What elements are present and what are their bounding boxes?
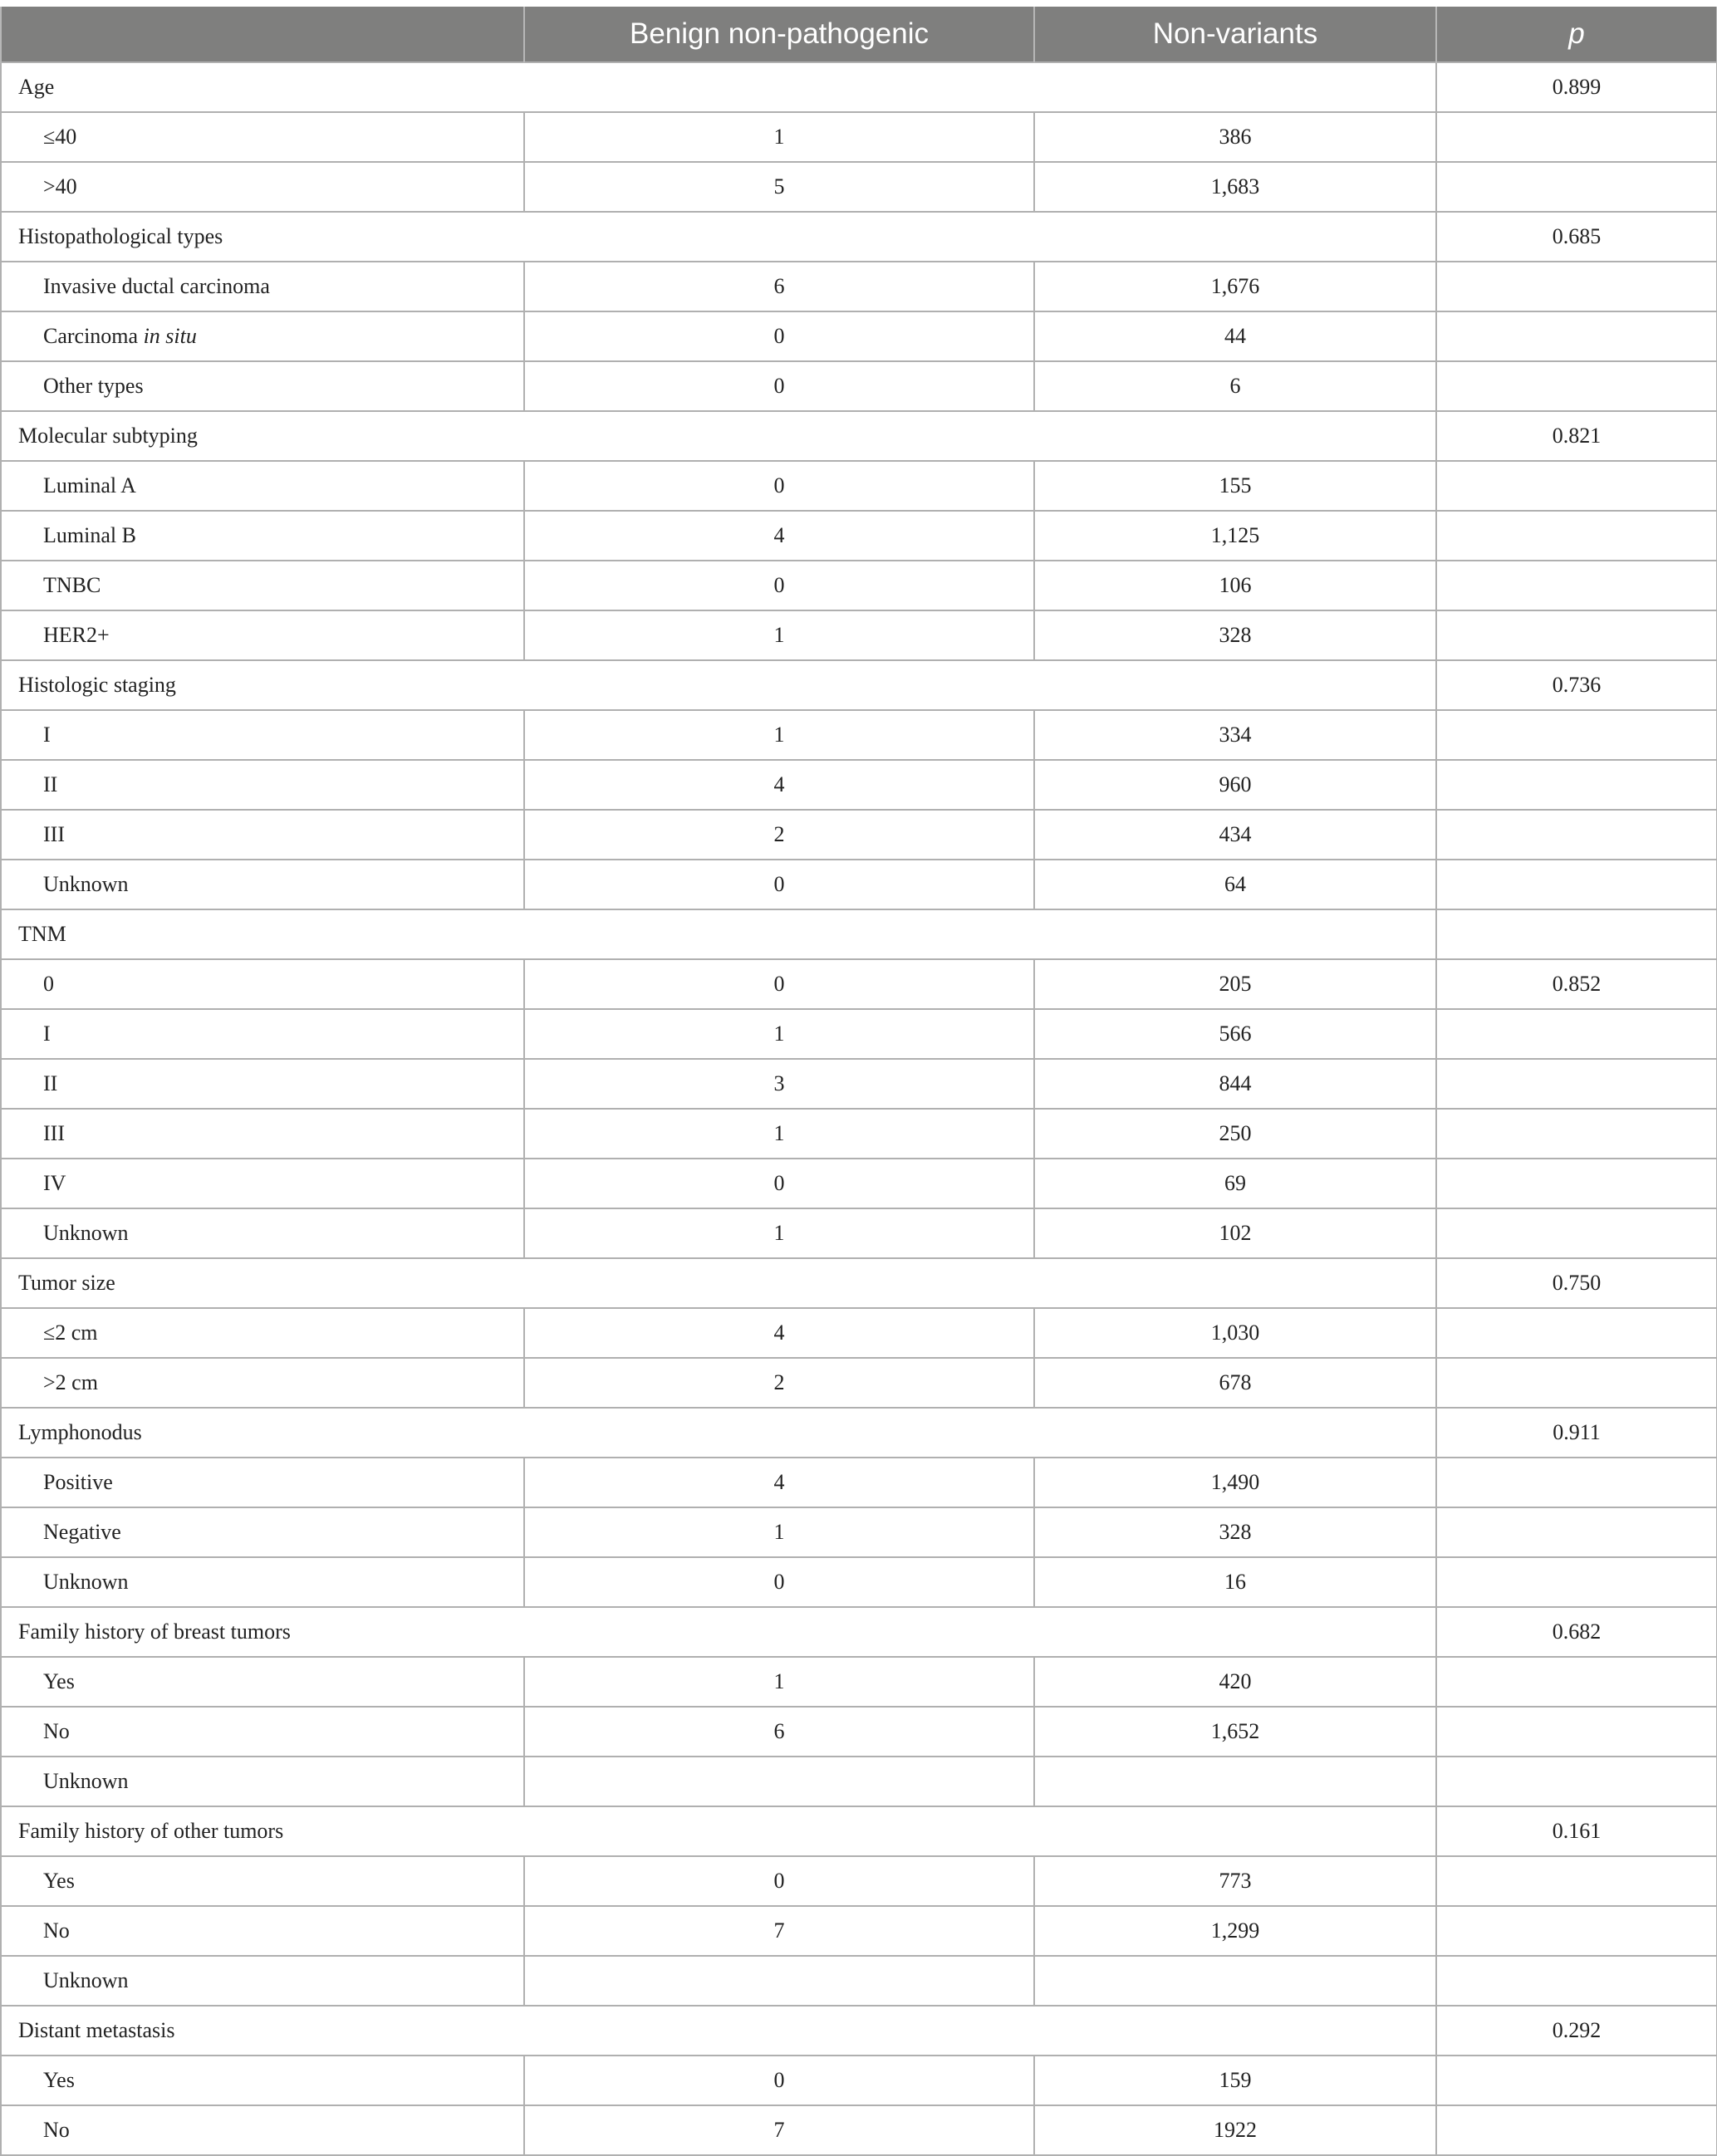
table-row	[1, 760, 1717, 810]
non-variants-count-cell: 1,299	[1034, 1906, 1436, 1956]
benign-count-cell: 1	[524, 1657, 1034, 1707]
row-label-text: Invasive ductal carcinoma	[43, 274, 270, 298]
non-variants-count-cell: 16	[1034, 1557, 1436, 1607]
table-row	[1, 1308, 1717, 1358]
p-value-cell: 0.292	[1436, 2006, 1717, 2056]
table-row	[1, 2056, 1717, 2105]
row-label-text: III	[43, 822, 65, 846]
p-value-cell	[1436, 1208, 1717, 1258]
p-value-cell	[1436, 909, 1717, 959]
non-variants-count-cell: 773	[1034, 1856, 1436, 1906]
group-label: TNM	[1, 909, 1436, 959]
table-row	[1, 1208, 1717, 1258]
table-row	[1, 1657, 1717, 1707]
row-label	[1, 1507, 524, 1557]
benign-count-cell: 1	[524, 1507, 1034, 1557]
p-value-cell	[1436, 760, 1717, 810]
group-label: Age	[1, 62, 1436, 112]
row-label-text: Unknown	[43, 1221, 129, 1245]
group-label: Family history of other tumors	[1, 1806, 1436, 1856]
row-label	[1, 511, 524, 561]
row-label	[1, 1009, 524, 1059]
group-label: Molecular subtyping	[1, 411, 1436, 461]
table-group-row	[1, 1806, 1717, 1856]
non-variants-count-cell: 102	[1034, 1208, 1436, 1258]
p-value-cell	[1436, 1059, 1717, 1109]
row-label-text: Other types	[43, 374, 144, 398]
table-row	[1, 959, 1717, 1009]
p-value-cell	[1436, 1109, 1717, 1159]
row-label-text: Unknown	[43, 872, 129, 896]
p-value-cell	[1436, 2056, 1717, 2105]
row-label-text: No	[43, 1719, 70, 1743]
table-group-row	[1, 62, 1717, 112]
p-value-cell	[1436, 162, 1717, 212]
benign-count-cell: 4	[524, 1458, 1034, 1507]
row-label-text: No	[43, 1918, 70, 1943]
table-row	[1, 1059, 1717, 1109]
row-label-text: ≤40	[43, 125, 77, 149]
non-variants-count-cell: 960	[1034, 760, 1436, 810]
table-group-row	[1, 411, 1717, 461]
non-variants-count-cell: 69	[1034, 1159, 1436, 1208]
row-label	[1, 1458, 524, 1507]
p-value-cell: 0.685	[1436, 212, 1717, 262]
non-variants-count-cell: 205	[1034, 959, 1436, 1009]
row-label	[1, 1159, 524, 1208]
data-table-container	[0, 7, 1717, 2156]
row-label	[1, 1707, 524, 1757]
row-label	[1, 860, 524, 909]
group-label: Family history of breast tumors	[1, 1607, 1436, 1657]
benign-count-cell: 0	[524, 461, 1034, 511]
non-variants-count-cell: 566	[1034, 1009, 1436, 1059]
row-label	[1, 2105, 524, 2155]
p-value-cell	[1436, 561, 1717, 610]
row-label	[1, 810, 524, 860]
row-label-text: Negative	[43, 1520, 121, 1544]
benign-count-cell: 0	[524, 959, 1034, 1009]
p-value-cell	[1436, 1358, 1717, 1408]
benign-count-cell: 1	[524, 112, 1034, 162]
group-label: Histopathological types	[1, 212, 1436, 262]
row-label	[1, 361, 524, 411]
non-variants-count-cell	[1034, 1757, 1436, 1806]
table-row	[1, 1458, 1717, 1507]
row-label-text: Positive	[43, 1470, 113, 1494]
header-benign-non-pathogenic: Benign non-pathogenic	[524, 7, 1034, 62]
row-label-text: Luminal B	[43, 523, 136, 547]
row-label-text: HER2+	[43, 623, 110, 647]
p-value-cell	[1436, 1956, 1717, 2006]
p-value-cell	[1436, 262, 1717, 311]
non-variants-count-cell: 1922	[1034, 2105, 1436, 2155]
non-variants-count-cell: 328	[1034, 1507, 1436, 1557]
group-label: Lymphonodus	[1, 1408, 1436, 1458]
row-label-text: TNBC	[43, 573, 101, 597]
row-label	[1, 1557, 524, 1607]
p-value-cell	[1436, 1906, 1717, 1956]
table-row	[1, 1856, 1717, 1906]
row-label-text: >2 cm	[43, 1370, 98, 1394]
table-body	[1, 62, 1717, 2155]
table-row	[1, 710, 1717, 760]
table-row	[1, 361, 1717, 411]
row-label-text: Unknown	[43, 1769, 129, 1793]
non-variants-count-cell: 420	[1034, 1657, 1436, 1707]
table-row	[1, 1358, 1717, 1408]
p-value-cell	[1436, 710, 1717, 760]
benign-count-cell: 0	[524, 860, 1034, 909]
benign-count-cell: 7	[524, 1906, 1034, 1956]
benign-count-cell: 3	[524, 1059, 1034, 1109]
table-group-row	[1, 1408, 1717, 1458]
benign-count-cell: 6	[524, 1707, 1034, 1757]
table-group-row	[1, 1258, 1717, 1308]
row-label-text: >40	[43, 174, 77, 198]
table-row	[1, 1159, 1717, 1208]
non-variants-count-cell: 106	[1034, 561, 1436, 610]
non-variants-count-cell: 44	[1034, 311, 1436, 361]
row-label	[1, 1956, 524, 2006]
non-variants-count-cell	[1034, 1956, 1436, 2006]
table-row	[1, 561, 1717, 610]
non-variants-count-cell: 159	[1034, 2056, 1436, 2105]
table-row	[1, 162, 1717, 212]
benign-count-cell: 1	[524, 1208, 1034, 1258]
row-label-text: Yes	[43, 2068, 75, 2092]
non-variants-count-cell: 155	[1034, 461, 1436, 511]
p-value-cell	[1436, 511, 1717, 561]
clinical-characteristics-table	[0, 7, 1717, 2156]
row-label	[1, 461, 524, 511]
benign-count-cell: 7	[524, 2105, 1034, 2155]
row-label	[1, 959, 524, 1009]
group-label: Histologic staging	[1, 660, 1436, 710]
p-value-cell	[1436, 1757, 1717, 1806]
p-value-cell: 0.750	[1436, 1258, 1717, 1308]
p-value-cell	[1436, 860, 1717, 909]
benign-count-cell: 0	[524, 311, 1034, 361]
non-variants-count-cell: 678	[1034, 1358, 1436, 1408]
table-row	[1, 1557, 1717, 1607]
table-row	[1, 1906, 1717, 1956]
table-row	[1, 461, 1717, 511]
p-value-cell	[1436, 610, 1717, 660]
row-label-text: Unknown	[43, 1968, 129, 1992]
row-label-text: ≤2 cm	[43, 1321, 98, 1345]
row-label	[1, 1109, 524, 1159]
row-label-text: Unknown	[43, 1570, 129, 1594]
p-value-cell: 0.852	[1436, 959, 1717, 1009]
table-group-row	[1, 2006, 1717, 2056]
non-variants-count-cell: 64	[1034, 860, 1436, 909]
benign-count-cell: 2	[524, 1358, 1034, 1408]
p-value-cell	[1436, 1856, 1717, 1906]
row-label-text: Luminal A	[43, 473, 136, 497]
table-row	[1, 311, 1717, 361]
table-group-row	[1, 212, 1717, 262]
p-value-cell	[1436, 461, 1717, 511]
row-label	[1, 112, 524, 162]
p-value-cell	[1436, 1557, 1717, 1607]
benign-count-cell: 2	[524, 810, 1034, 860]
header-characteristic	[1, 7, 524, 62]
p-value-cell: 0.161	[1436, 1806, 1717, 1856]
benign-count-cell: 6	[524, 262, 1034, 311]
row-label	[1, 1308, 524, 1358]
benign-count-cell: 1	[524, 1009, 1034, 1059]
table-row	[1, 262, 1717, 311]
group-label: Tumor size	[1, 1258, 1436, 1308]
row-label-text: II	[43, 1071, 58, 1095]
header-non-variants: Non-variants	[1034, 7, 1436, 62]
non-variants-count-cell: 1,030	[1034, 1308, 1436, 1358]
row-label-text: II	[43, 772, 58, 796]
p-value-cell: 0.682	[1436, 1607, 1717, 1657]
row-label-text: III	[43, 1121, 65, 1145]
benign-count-cell	[524, 1757, 1034, 1806]
non-variants-count-cell: 250	[1034, 1109, 1436, 1159]
table-group-row	[1, 1607, 1717, 1657]
non-variants-count-cell: 1,676	[1034, 262, 1436, 311]
benign-count-cell: 0	[524, 1159, 1034, 1208]
table-row	[1, 810, 1717, 860]
table-group-row	[1, 660, 1717, 710]
table-row	[1, 1109, 1717, 1159]
table-row	[1, 511, 1717, 561]
p-value-cell	[1436, 311, 1717, 361]
row-label	[1, 311, 524, 361]
benign-count-cell: 1	[524, 1109, 1034, 1159]
table-row	[1, 1757, 1717, 1806]
benign-count-cell: 1	[524, 610, 1034, 660]
non-variants-count-cell: 386	[1034, 112, 1436, 162]
p-value-cell: 0.736	[1436, 660, 1717, 710]
row-label	[1, 262, 524, 311]
row-label	[1, 1757, 524, 1806]
row-label	[1, 1358, 524, 1408]
p-value-cell	[1436, 1507, 1717, 1557]
non-variants-count-cell: 1,652	[1034, 1707, 1436, 1757]
non-variants-count-cell: 1,683	[1034, 162, 1436, 212]
row-label	[1, 561, 524, 610]
p-value-cell: 0.911	[1436, 1408, 1717, 1458]
p-value-cell	[1436, 1657, 1717, 1707]
table-row	[1, 860, 1717, 909]
row-label-text: Yes	[43, 1869, 75, 1893]
non-variants-count-cell: 334	[1034, 710, 1436, 760]
p-value-cell	[1436, 1308, 1717, 1358]
p-value-cell	[1436, 112, 1717, 162]
row-label	[1, 1208, 524, 1258]
table-row	[1, 1507, 1717, 1557]
row-label	[1, 1657, 524, 1707]
row-label	[1, 1059, 524, 1109]
row-label	[1, 1906, 524, 1956]
non-variants-count-cell: 1,490	[1034, 1458, 1436, 1507]
benign-count-cell: 1	[524, 710, 1034, 760]
row-label	[1, 162, 524, 212]
benign-count-cell: 0	[524, 2056, 1034, 2105]
row-label	[1, 610, 524, 660]
row-label-text: I	[43, 1022, 51, 1046]
p-value-cell	[1436, 1458, 1717, 1507]
p-value-cell	[1436, 1707, 1717, 1757]
row-label-text: No	[43, 2118, 70, 2142]
p-value-cell	[1436, 1009, 1717, 1059]
row-label	[1, 1856, 524, 1906]
row-label	[1, 760, 524, 810]
non-variants-count-cell: 844	[1034, 1059, 1436, 1109]
table-header	[1, 7, 1717, 62]
row-label-text: 0	[43, 972, 54, 996]
non-variants-count-cell: 1,125	[1034, 511, 1436, 561]
row-label	[1, 710, 524, 760]
row-label-italic: in situ	[143, 324, 197, 348]
benign-count-cell: 0	[524, 1856, 1034, 1906]
benign-count-cell	[524, 1956, 1034, 2006]
table-row	[1, 1707, 1717, 1757]
p-value-cell	[1436, 361, 1717, 411]
p-value-cell	[1436, 1159, 1717, 1208]
p-value-cell	[1436, 2105, 1717, 2155]
benign-count-cell: 5	[524, 162, 1034, 212]
header-p-value: p	[1436, 7, 1717, 62]
non-variants-count-cell: 6	[1034, 361, 1436, 411]
table-row	[1, 610, 1717, 660]
row-label-text: IV	[43, 1171, 66, 1195]
p-value-cell: 0.821	[1436, 411, 1717, 461]
table-row	[1, 1009, 1717, 1059]
benign-count-cell: 4	[524, 760, 1034, 810]
table-row	[1, 112, 1717, 162]
table-row	[1, 2105, 1717, 2155]
row-label-text: Carcinoma	[43, 324, 139, 348]
benign-count-cell: 4	[524, 511, 1034, 561]
benign-count-cell: 4	[524, 1308, 1034, 1358]
table-group-row	[1, 909, 1717, 959]
row-label-text: Yes	[43, 1669, 75, 1693]
header-row	[1, 7, 1717, 62]
p-value-cell	[1436, 810, 1717, 860]
benign-count-cell: 0	[524, 561, 1034, 610]
row-label-text: I	[43, 723, 51, 747]
benign-count-cell: 0	[524, 361, 1034, 411]
row-label	[1, 2056, 524, 2105]
non-variants-count-cell: 434	[1034, 810, 1436, 860]
table-row	[1, 1956, 1717, 2006]
p-value-cell: 0.899	[1436, 62, 1717, 112]
non-variants-count-cell: 328	[1034, 610, 1436, 660]
benign-count-cell: 0	[524, 1557, 1034, 1607]
group-label: Distant metastasis	[1, 2006, 1436, 2056]
